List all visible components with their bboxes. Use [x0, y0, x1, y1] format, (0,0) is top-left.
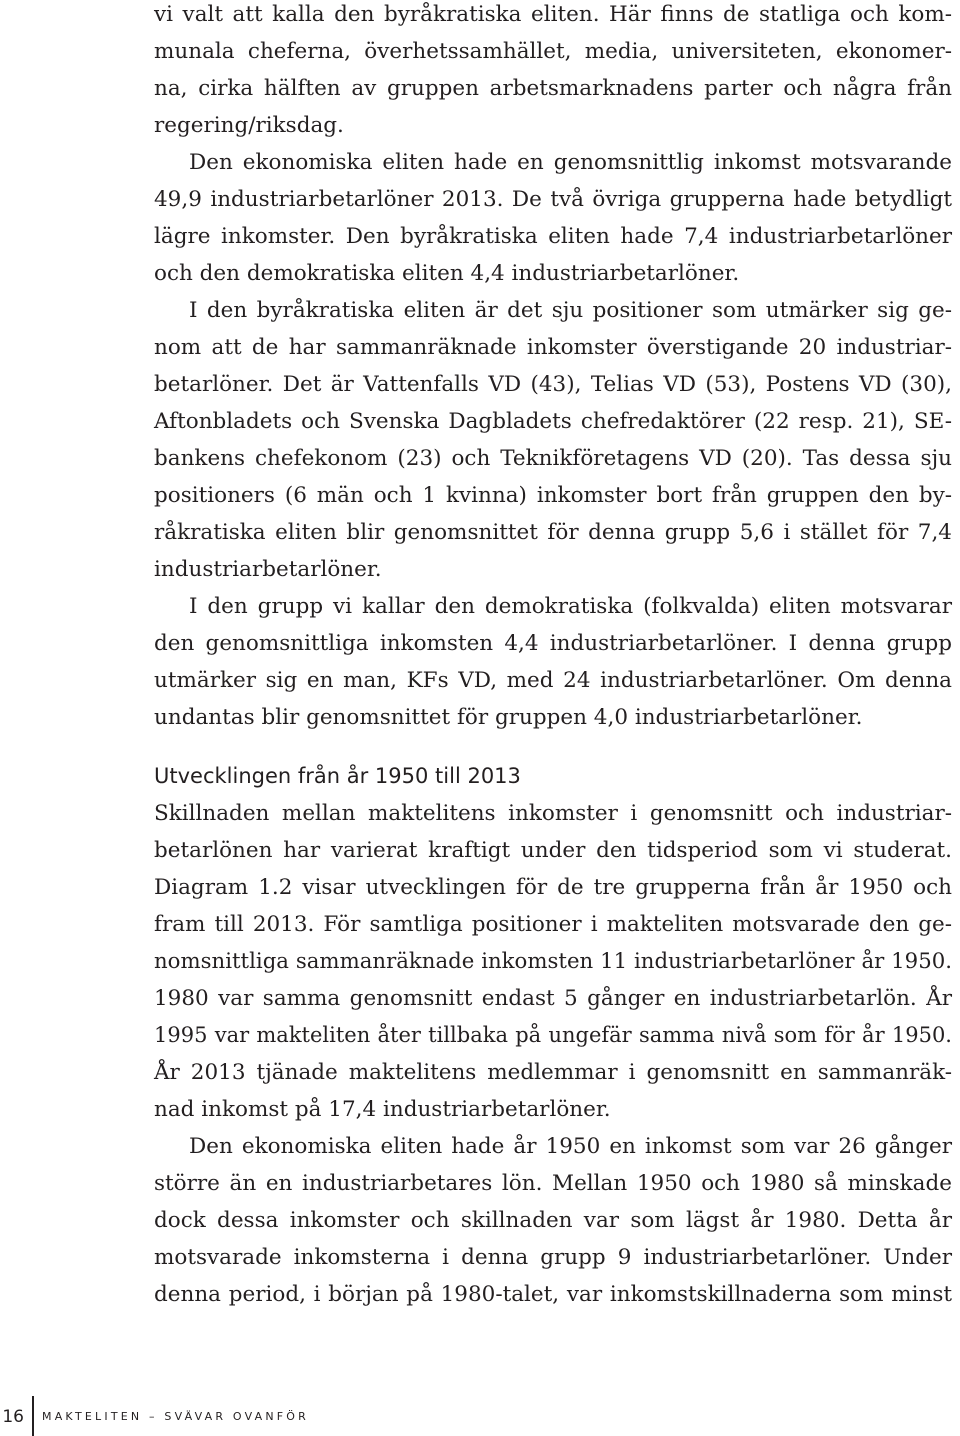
- text-line: betarlönen har varierat kraftigt under den tidsperiod som vi studerat.: [154, 838, 952, 863]
- text-line: större än en industriarbetares lön. Mellan 1950 och 1980 så minskade: [154, 1171, 952, 1196]
- text-line: 1995 var makteliten åter tillbaka på ungefär samma nivå som för år 1950.: [154, 1023, 952, 1047]
- page-footer: [0, 1396, 960, 1436]
- text-line: motsvarade inkomsterna i denna grupp 9 industriarbetarlöner. Under: [154, 1245, 952, 1270]
- text-line: nad inkomst på 17,4 industriarbetarlöner.: [154, 1097, 611, 1122]
- text-line: Den ekonomiska eliten hade en genomsnittlig inkomst motsvarande: [189, 150, 952, 175]
- text-line: fram till 2013. För samtliga positioner i makteliten motsvarade den ge-: [154, 912, 952, 937]
- text-line: positioners (6 män och 1 kvinna) inkomster bort från gruppen den by-: [154, 483, 952, 508]
- text-line: undantas blir genomsnittet för gruppen 4,0 industriarbetarlöner.: [154, 705, 863, 730]
- text-line: munala cheferna, överhetssamhället, media, universiteten, ekonomer-: [154, 39, 952, 64]
- page-number: 16: [2, 1407, 24, 1427]
- text-line: 49,9 industriarbetarlöner 2013. De två övriga grupperna hade betydligt: [154, 187, 952, 212]
- text-line: utmärker sig en man, KFs VD, med 24 industriarbetarlöner. Om denna: [154, 668, 952, 693]
- text-line: lägre inkomster. Den byråkratiska eliten hade 7,4 industriarbetarlöner: [154, 224, 952, 249]
- text-line: och den demokratiska eliten 4,4 industriarbetarlöner.: [154, 261, 740, 286]
- text-line: råkratiska eliten blir genomsnittet för denna grupp 5,6 i stället för 7,4: [154, 520, 952, 545]
- text-line: År 2013 tjänade maktelitens medlemmar i genomsnitt en sammanräk-: [154, 1060, 952, 1085]
- text-line: I den grupp vi kallar den demokratiska (folkvalda) eliten motsvarar: [189, 594, 952, 619]
- text-line: Diagram 1.2 visar utvecklingen för de tre grupperna från år 1950 och: [154, 875, 952, 900]
- text-line: dock dessa inkomster och skillnaden var som lägst år 1980. Detta år: [154, 1208, 952, 1233]
- text-line: na, cirka hälften av gruppen arbetsmarknadens parter och några från: [154, 76, 952, 101]
- text-line: nom att de har sammanräknade inkomster överstigande 20 industriar-: [154, 335, 952, 360]
- text-line: denna period, i början på 1980-talet, var inkomstskillnaderna som minst: [154, 1282, 952, 1307]
- text-line: vi valt att kalla den byråkratiska eliten. Här finns de statliga och kom-: [154, 2, 952, 27]
- text-line: Aftonbladets och Svenska Dagbladets chefredaktörer (22 resp. 21), SE-: [154, 409, 952, 434]
- text-line: bankens chefekonom (23) och Teknikföretagens VD (20). Tas dessa sju: [154, 446, 952, 471]
- text-line: regering/riksdag.: [154, 113, 344, 138]
- section-heading: Utvecklingen från år 1950 till 2013: [154, 764, 521, 788]
- running-head: MAKTELITEN – SVÄVAR OVANFÖR: [42, 1410, 309, 1423]
- footer-divider: [32, 1396, 34, 1436]
- text-line: nomsnittliga sammanräknade inkomsten 11 industriarbetarlöner år 1950.: [154, 949, 952, 974]
- text-line: industriarbetarlöner.: [154, 557, 382, 582]
- text-line: 1980 var samma genomsnitt endast 5 gånger en industriarbetarlön. År: [154, 986, 952, 1011]
- text-line: betarlöner. Det är Vattenfalls VD (43), Telias VD (53), Postens VD (30),: [154, 372, 952, 397]
- text-line: den genomsnittliga inkomsten 4,4 industriarbetarlöner. I denna grupp: [154, 631, 952, 656]
- text-line: Skillnaden mellan maktelitens inkomster i genomsnitt och industriar-: [154, 801, 952, 826]
- text-line: Den ekonomiska eliten hade år 1950 en inkomst som var 26 gånger: [189, 1134, 952, 1159]
- text-line: I den byråkratiska eliten är det sju positioner som utmärker sig ge-: [189, 298, 952, 323]
